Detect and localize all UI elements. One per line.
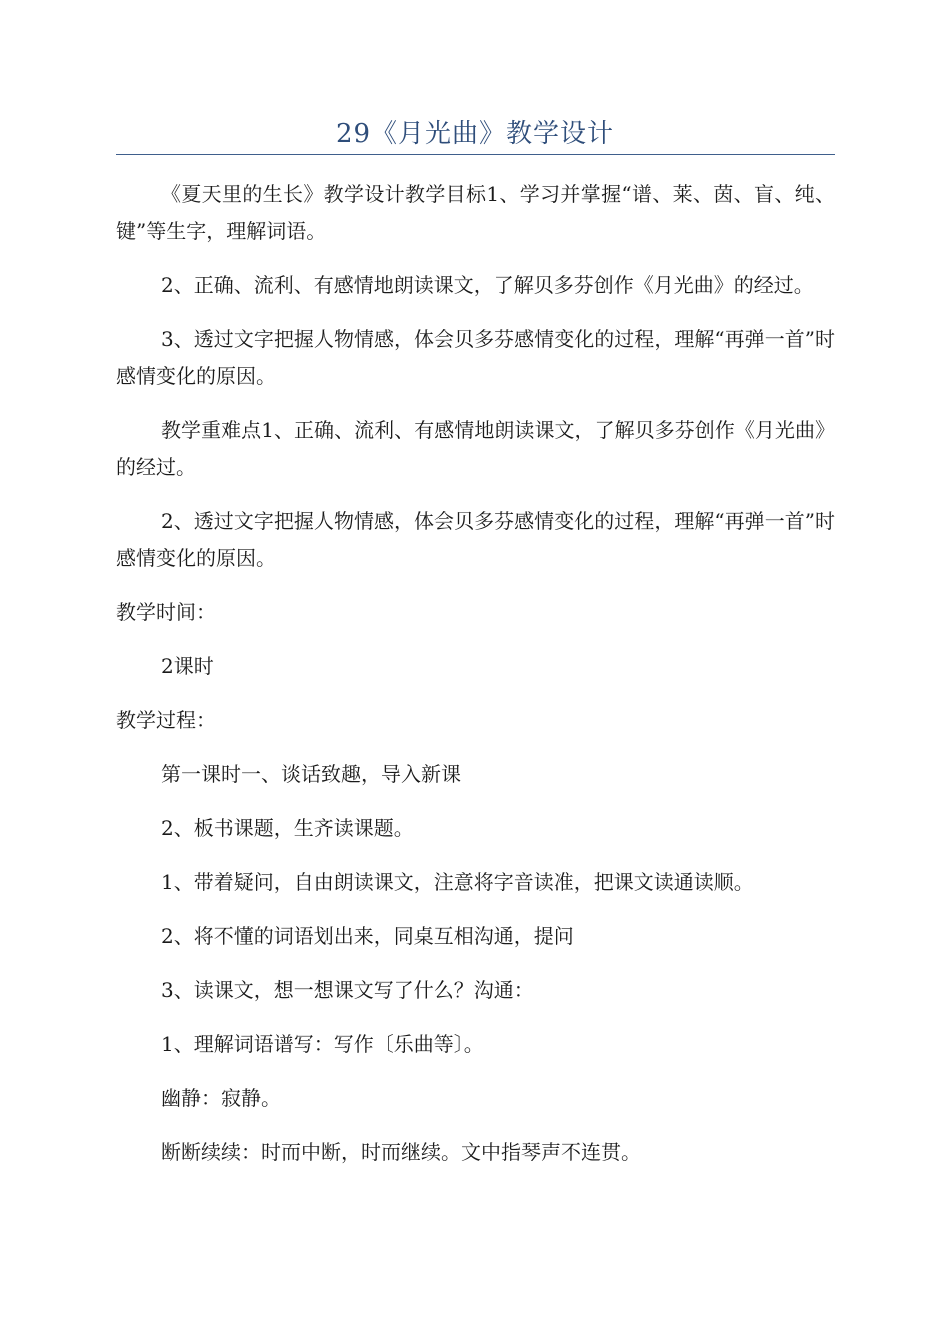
paragraph-step-mark-words: 2、将不懂的词语划出来，同桌互相沟通，提问 (161, 924, 574, 948)
paragraph-objective-2: 2、正确、流利、有感情地朗读课文，了解贝多芬创作《月光曲》的经过。 (161, 273, 814, 297)
paragraph-key-points: 教学重难点1、正确、流利、有感情地朗读课文，了解贝多芬创作《月光曲》的经过。 (116, 418, 835, 479)
paragraph-teaching-time-value: 2课时 (161, 654, 214, 678)
paragraph-step-discuss: 3、读课文，想一想课文写了什么？沟通： (161, 978, 534, 1002)
title-underline (116, 154, 835, 155)
paragraph-key-point-2: 2、透过文字把握人物情感，体会贝多芬感情变化的过程，理解“再弹一首”时感情变化的原因。 (116, 509, 835, 570)
paragraph-vocab-duanduanxuxu: 断断续续：时而中断，时而继续。文中指琴声不连贯。 (161, 1140, 641, 1164)
paragraph-teaching-process-label: 教学过程： (116, 708, 216, 732)
paragraph-objectives: 《夏天里的生长》教学设计教学目标1、学习并掌握“谱、莱、茵、盲、纯、键”等生字，理解词语。 (116, 182, 835, 243)
document-body (116, 176, 835, 1188)
paragraph-step-read-aloud: 1、带着疑问，自由朗读课文，注意将字音读准，把课文读通读顺。 (161, 870, 754, 894)
paragraph-teaching-time-label: 教学时间： (116, 600, 216, 624)
document-title: 29《月光曲》教学设计 (335, 119, 615, 149)
paragraph-objective-3: 3、透过文字把握人物情感，体会贝多芬感情变化的过程，理解“再弹一首”时感情变化的原因。 (116, 327, 835, 388)
paragraph-step-board: 2、板书课题，生齐读课题。 (161, 816, 414, 840)
paragraph-vocab-puxie: 1、理解词语谱写：写作〔乐曲等〕。 (161, 1032, 484, 1056)
paragraph-vocab-youjing: 幽静：寂静。 (161, 1086, 281, 1110)
paragraph-lesson-1-intro: 第一课时一、谈话致趣，导入新课 (161, 762, 461, 786)
